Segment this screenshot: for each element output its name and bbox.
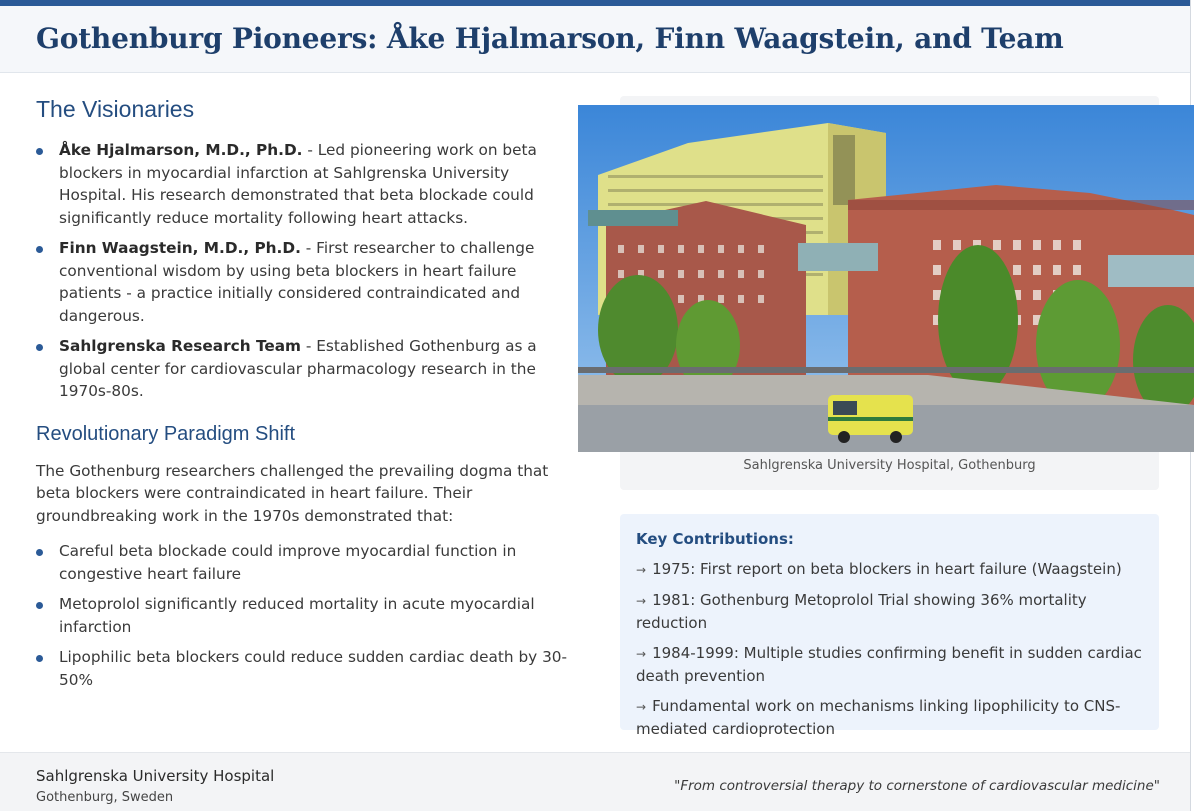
hospital-photo bbox=[578, 105, 1194, 452]
footer bbox=[0, 752, 1190, 811]
bullet-icon bbox=[36, 344, 43, 351]
key-contributions-box bbox=[620, 514, 1159, 738]
list-item bbox=[36, 237, 576, 327]
list-item bbox=[36, 593, 576, 638]
contribution-text: Fundamental work on mechanisms linking lipophilicity to CNS-mediated cardioprotection bbox=[636, 697, 1121, 738]
person-name: Åke Hjalmarson, M.D., Ph.D. bbox=[59, 141, 303, 159]
finding-text: Lipophilic beta blockers could reduce sudden cardiac death by 30-50% bbox=[59, 648, 568, 689]
list-item bbox=[636, 695, 1143, 740]
list-item bbox=[36, 335, 576, 403]
contribution-text: 1981: Gothenburg Metoprolol Trial showing 36% mortality reduction bbox=[636, 591, 1087, 632]
bullet-icon bbox=[36, 655, 43, 662]
bullet-icon bbox=[36, 246, 43, 253]
bullet-icon bbox=[36, 148, 43, 155]
finding-text: Careful beta blockade could improve myocardial function in congestive heart failure bbox=[59, 542, 517, 583]
left-column bbox=[36, 96, 576, 699]
list-item bbox=[36, 540, 576, 585]
header bbox=[0, 6, 1190, 73]
bullet-icon bbox=[36, 549, 43, 556]
footer-institution: Sahlgrenska University Hospital bbox=[36, 767, 275, 785]
visionaries-heading: The Visionaries bbox=[36, 96, 195, 122]
page-title: Gothenburg Pioneers: Åke Hjalmarson, Finn Waagstein, and Team bbox=[36, 22, 1064, 55]
arrow-right-icon: → bbox=[636, 563, 647, 577]
footer-location: Gothenburg, Sweden bbox=[36, 790, 174, 805]
paradigm-intro: The Gothenburg researchers challenged the prevailing dogma that beta blockers were contraindicated in heart failure. Their groundbreaking work in the 1970s demonstrated that: bbox=[36, 461, 549, 525]
person-description: - Led pioneering work on beta blockers in myocardial infarction at Sahlgrenska University Hospital. His research demonstrated that beta blockade could significantly reduce mortality following heart attacks. bbox=[59, 141, 537, 227]
contributions-heading: Key Contributions: bbox=[636, 530, 794, 548]
person-name: Sahlgrenska Research Team bbox=[59, 337, 301, 355]
list-item bbox=[36, 646, 576, 691]
finding-text: Metoprolol significantly reduced mortality in acute myocardial infarction bbox=[59, 595, 535, 636]
photo-caption: Sahlgrenska University Hospital, Gothenburg bbox=[743, 458, 1036, 473]
bullet-icon bbox=[36, 602, 43, 609]
arrow-right-icon: → bbox=[636, 594, 647, 608]
visionaries-list bbox=[36, 139, 576, 403]
footer-quote: "From controversial therapy to cornerstone of cardiovascular medicine" bbox=[674, 778, 1160, 794]
person-name: Finn Waagstein, M.D., Ph.D. bbox=[59, 239, 301, 257]
paradigm-heading: Revolutionary Paradigm Shift bbox=[36, 422, 296, 445]
person-description: - Established Gothenburg as a global center for cardiovascular pharmacology research in the 1970s-80s. bbox=[59, 337, 537, 400]
list-item bbox=[636, 589, 1143, 634]
list-item bbox=[636, 642, 1143, 687]
arrow-right-icon: → bbox=[636, 647, 647, 661]
list-item bbox=[36, 139, 576, 229]
arrow-right-icon: → bbox=[636, 700, 647, 714]
paradigm-list bbox=[36, 540, 576, 691]
contributions-list bbox=[636, 558, 1143, 740]
list-item bbox=[636, 558, 1143, 581]
contribution-text: 1984-1999: Multiple studies confirming benefit in sudden cardiac death prevention bbox=[636, 644, 1142, 685]
person-description: - First researcher to challenge conventional wisdom by using beta blockers in heart failure patients - a practice initially considered contraindicated and dangerous. bbox=[59, 239, 535, 325]
contribution-text: 1975: First report on beta blockers in heart failure (Waagstein) bbox=[652, 560, 1122, 578]
